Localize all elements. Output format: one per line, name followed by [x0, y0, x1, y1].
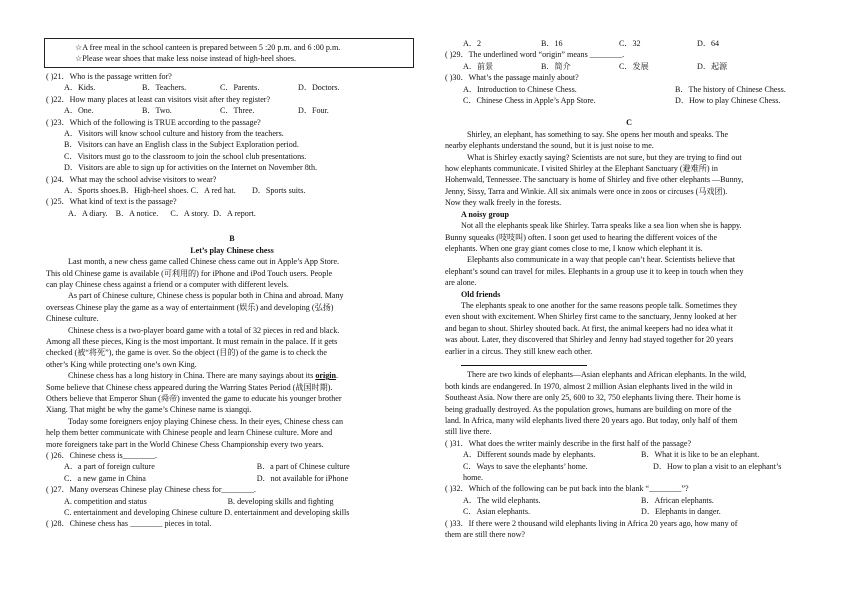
- passage-line: are alone.: [445, 278, 477, 288]
- question-29-options: [445, 61, 813, 72]
- option: C．Asian elephants.: [463, 507, 530, 517]
- option: D．64: [697, 39, 720, 48]
- punctuation: .: [336, 371, 339, 381]
- notice-line: ☆Please wear shoes that make less noise instead of high-heel shoes.: [75, 54, 297, 64]
- question-30: ( )30．What’s the passage mainly about?: [445, 73, 579, 83]
- subheading-noisy-group: A noisy group: [461, 209, 509, 219]
- notice-line: ☆A free meal in the school canteen is prepared between 5 :20 p.m. and 6 :00 p.m.: [75, 43, 341, 52]
- option: A．前景: [463, 61, 494, 71]
- passage-line: What is Shirley exactly saying? Scientists are not sure, but they are trying to find out: [467, 152, 742, 162]
- option: A．Introduction to Chinese Chess.: [463, 84, 577, 94]
- passage-line: Chinese chess is a two-player board game with a total of 32 pieces in red and black.: [68, 325, 340, 335]
- passage-line: Bunny squeaks (吱吱叫) often. I soon get used to hearing the different voices of the: [445, 232, 718, 242]
- passage-b: [46, 256, 418, 450]
- question-22: ( )22．How many places at least can visitors visit after they register?: [46, 94, 271, 104]
- option: B．The history of Chinese Chess.: [675, 84, 786, 94]
- notice-box: [44, 38, 414, 68]
- passage-line: land. In Africa, many wild elephants lived there 20 years ago. But today, only half of them: [445, 416, 738, 425]
- passage-line: Elephants also communicate in a way that people can’t hear. Scientists believe that: [467, 255, 735, 265]
- passage-line: Today some foreigners enjoy playing Chinese chess. In their eyes, Chinese chess can: [68, 416, 343, 426]
- option: B．16: [541, 39, 563, 48]
- option: A．2: [463, 39, 481, 48]
- option: D．起源: [697, 61, 728, 71]
- passage-line: being gradually destroyed. As the population grows, humans are building on more of the: [445, 404, 732, 414]
- passage-line: elephants. When one gray giant comes close to me, I know which elephant it is.: [445, 243, 703, 253]
- question-24: ( )24．What may the school advise visitors to wear?: [46, 174, 217, 184]
- passage-line: Chinese culture.: [46, 314, 99, 324]
- option: C．Visitors must go to the classroom to join the school club presentations.: [64, 151, 307, 161]
- question-23: ( )23．Which of the following is TRUE according to the passage?: [46, 117, 261, 127]
- option: D．Elephants in danger.: [641, 507, 721, 517]
- option: D．Doctors.: [298, 83, 340, 93]
- option: D．How to plan a visit to an elephant’s: [653, 461, 782, 471]
- option: A．Different sounds made by elephants.: [463, 450, 596, 460]
- passage-line: help them better communicate with Chinese people and learn Chinese culture. More and: [46, 428, 333, 438]
- question-31-options: [445, 461, 813, 472]
- passage-line: elephant’s sound can travel for miles. Elephants in a group use it to keep in touch when they: [445, 266, 744, 276]
- question-31: ( )31．What does the writer mainly describe in the first half of the passage?: [445, 438, 692, 448]
- option: B．a part of Chinese culture: [256, 462, 350, 472]
- section-c-letter: C: [626, 118, 632, 128]
- option: B．Two.: [142, 106, 172, 116]
- passage-line: checked (被“将死”), the game is over. So the object (目的) of the game is to check the: [46, 348, 327, 358]
- question-28: ( )28．Chinese chess has ________ pieces in total.: [46, 519, 212, 529]
- section-b-letter: B: [229, 234, 235, 244]
- passage-line: Shirley, an elephant, has something to say. She opens her mouth and speaks. The: [467, 129, 729, 139]
- subheading-old-friends: Old friends: [461, 289, 501, 299]
- left-column: [46, 71, 418, 530]
- passage-line: nearby elephants understand the sound, but it is just noise to me.: [445, 141, 654, 151]
- question-27-options: A. competition and status B. developing skills and fighting: [64, 496, 334, 506]
- option: D．Visitors are able to sign up for activities on the Internet on November 8th.: [64, 163, 318, 173]
- passage-line: There are two kinds of elephants—Asian elephants and African elephants. In the wild,: [467, 370, 747, 380]
- answer-blank-line: [445, 357, 813, 369]
- blank-rule: [461, 357, 587, 366]
- right-column: [445, 38, 813, 540]
- option: C．Ways to save the elephants’ home.: [463, 461, 588, 471]
- passage-line: Not all the elephants speak like Shirley. Tarra speaks like a sea lion when she is happy.: [461, 221, 742, 231]
- question-21: ( )21．Who is the passage written for?: [46, 72, 172, 81]
- passage-line: Among all these pieces, King is the most important. It must remain in the palace. If it gets: [46, 336, 338, 346]
- passage-line: Some believe that Chinese chess appeared during the Warring States Period (战国时期).: [46, 382, 333, 392]
- passage-line: was about. Later, they discovered that Shirley and Jenny had stayed together for 20 years: [445, 335, 734, 345]
- passage-line: Jenny, Sissy, Tarra and Winkie. All six animals were once in zoos or circuses (马戏团).: [445, 186, 728, 196]
- passage-line: how elephants communicate. I visited Shirley at the Elephant Sanctuary (避难所) in: [445, 164, 718, 174]
- passage-line: Now they walk freely in the forests.: [445, 198, 562, 208]
- underlined-word-origin: origin: [315, 371, 337, 381]
- question-26: ( )26．Chinese chess is________.: [46, 451, 158, 460]
- question-26-options: [46, 473, 418, 484]
- passage-line: Others believe that Emperor Shun (舜帝) invented the game to educate his younger brother: [46, 393, 342, 403]
- option: B．Teachers.: [142, 83, 187, 93]
- passage-line: overseas Chinese play the game as a way of entertainment (娱乐) and developing (弘扬): [46, 302, 334, 312]
- question-27-options: C. entertainment and developing Chinese culture D. entertainment and developing skills: [64, 508, 350, 518]
- question-33: ( )33．If there were 2 thousand wild elephants living in Africa 20 years ago, how many of: [445, 518, 738, 528]
- passage-line: [46, 370, 418, 381]
- passage-text: Chinese chess has a long history in China. There are many sayings about its: [68, 371, 314, 381]
- option: A．Kids.: [64, 83, 96, 93]
- passage-line: Southeast Asia. Now there are only 25, 600 to 32, 750 elephants living there. Their home is: [445, 393, 741, 403]
- question-31-option-tail: home.: [463, 473, 484, 483]
- passage-line: more foreigners take part in the World Chinese Chess Championship every two years.: [46, 439, 324, 449]
- passage-line: both kinds are endangered. In 1970, almost 2 million Asian elephants lived in the wild in: [445, 381, 733, 391]
- passage-c: [445, 129, 813, 438]
- passage-line: even shout with excitement. When Shirley first came to the sanctuary, Jenny looked at her: [445, 312, 737, 322]
- option: B．简介: [541, 61, 571, 71]
- option: C．a new game in China: [64, 473, 146, 483]
- question-30-options: [445, 84, 813, 95]
- question-25-options: A．A diary. B．A notice. C．A story. D．A report.: [68, 208, 256, 218]
- passage-line: As part of Chinese culture, Chinese chess is popular both in China and abroad. Many: [68, 291, 344, 301]
- passage-line: Xiang. That might be why the game’s Chinese name is xiangqi.: [46, 405, 252, 415]
- option: B．Visitors can have an English class in the Subject Exploration period.: [64, 140, 299, 150]
- option: B．African elephants.: [641, 495, 714, 505]
- passage-line: This old Chinese game is available (可利用的) for iPhone and iPod Touch users. People: [46, 268, 333, 278]
- question-32-options: [445, 495, 813, 506]
- question-28-options: [445, 38, 813, 49]
- option: B．What it is like to be an elephant.: [641, 450, 760, 460]
- question-25: ( )25．What kind of text is the passage?: [46, 197, 177, 207]
- option: C．Three.: [220, 106, 255, 116]
- question-26-options: [46, 461, 418, 472]
- passage-line: other’s King while protecting one’s own King.: [46, 359, 197, 369]
- passage-line: can play Chinese chess against a friend or a computer with different levels.: [46, 279, 289, 289]
- passage-line: Hohenwald, Tennessee. The sanctuary is home of Shirley and five other elephants —Bunny,: [445, 175, 744, 185]
- option: A．One.: [64, 106, 94, 116]
- option: C．32: [619, 39, 641, 48]
- question-22-options: [46, 105, 418, 116]
- option: C．Chinese Chess in Apple’s App Store.: [463, 96, 596, 106]
- option: D．Four.: [298, 106, 329, 116]
- passage-line: still live there.: [445, 427, 492, 437]
- question-24-options: A．Sports shoes.B．High-heel shoes. C．A red hat. D．Sports suits.: [64, 186, 306, 196]
- option: C．发展: [619, 61, 649, 71]
- question-27: ( )27．Many overseas Chinese play Chinese chess for________.: [46, 485, 256, 495]
- option: A．a part of foreign culture: [64, 462, 155, 472]
- question-32-options: [445, 506, 813, 517]
- question-29: ( )29．The underlined word “origin” means ________.: [445, 50, 625, 60]
- question-30-options: [445, 95, 813, 106]
- passage-line: Last month, a new chess game called Chinese chess came out in Apple’s App Store.: [68, 257, 340, 267]
- option: D．not available for iPhone: [256, 473, 349, 483]
- option: C．Parents.: [220, 83, 260, 93]
- option: D．How to play Chinese Chess.: [675, 96, 781, 106]
- option: A．The wild elephants.: [463, 495, 541, 505]
- passage-line: and began to shout. Shirley shouted back. At first, the animal keepers had no idea what it: [445, 323, 733, 333]
- question-32: ( )32．Which of the following can be put back into the blank “________”?: [445, 484, 689, 494]
- section-b-title: Let’s play Chinese chess: [190, 245, 274, 255]
- passage-line: earlier in a circus. They still knew each other.: [445, 346, 593, 356]
- question-21-options: [46, 82, 418, 93]
- question-33-cont: them are still there now?: [445, 530, 526, 540]
- question-31-options: [445, 449, 813, 460]
- option: A．Visitors will know school culture and history from the teachers.: [64, 129, 284, 139]
- passage-line: The elephants speak to one another for the same reasons people talk. Sometimes they: [461, 300, 738, 310]
